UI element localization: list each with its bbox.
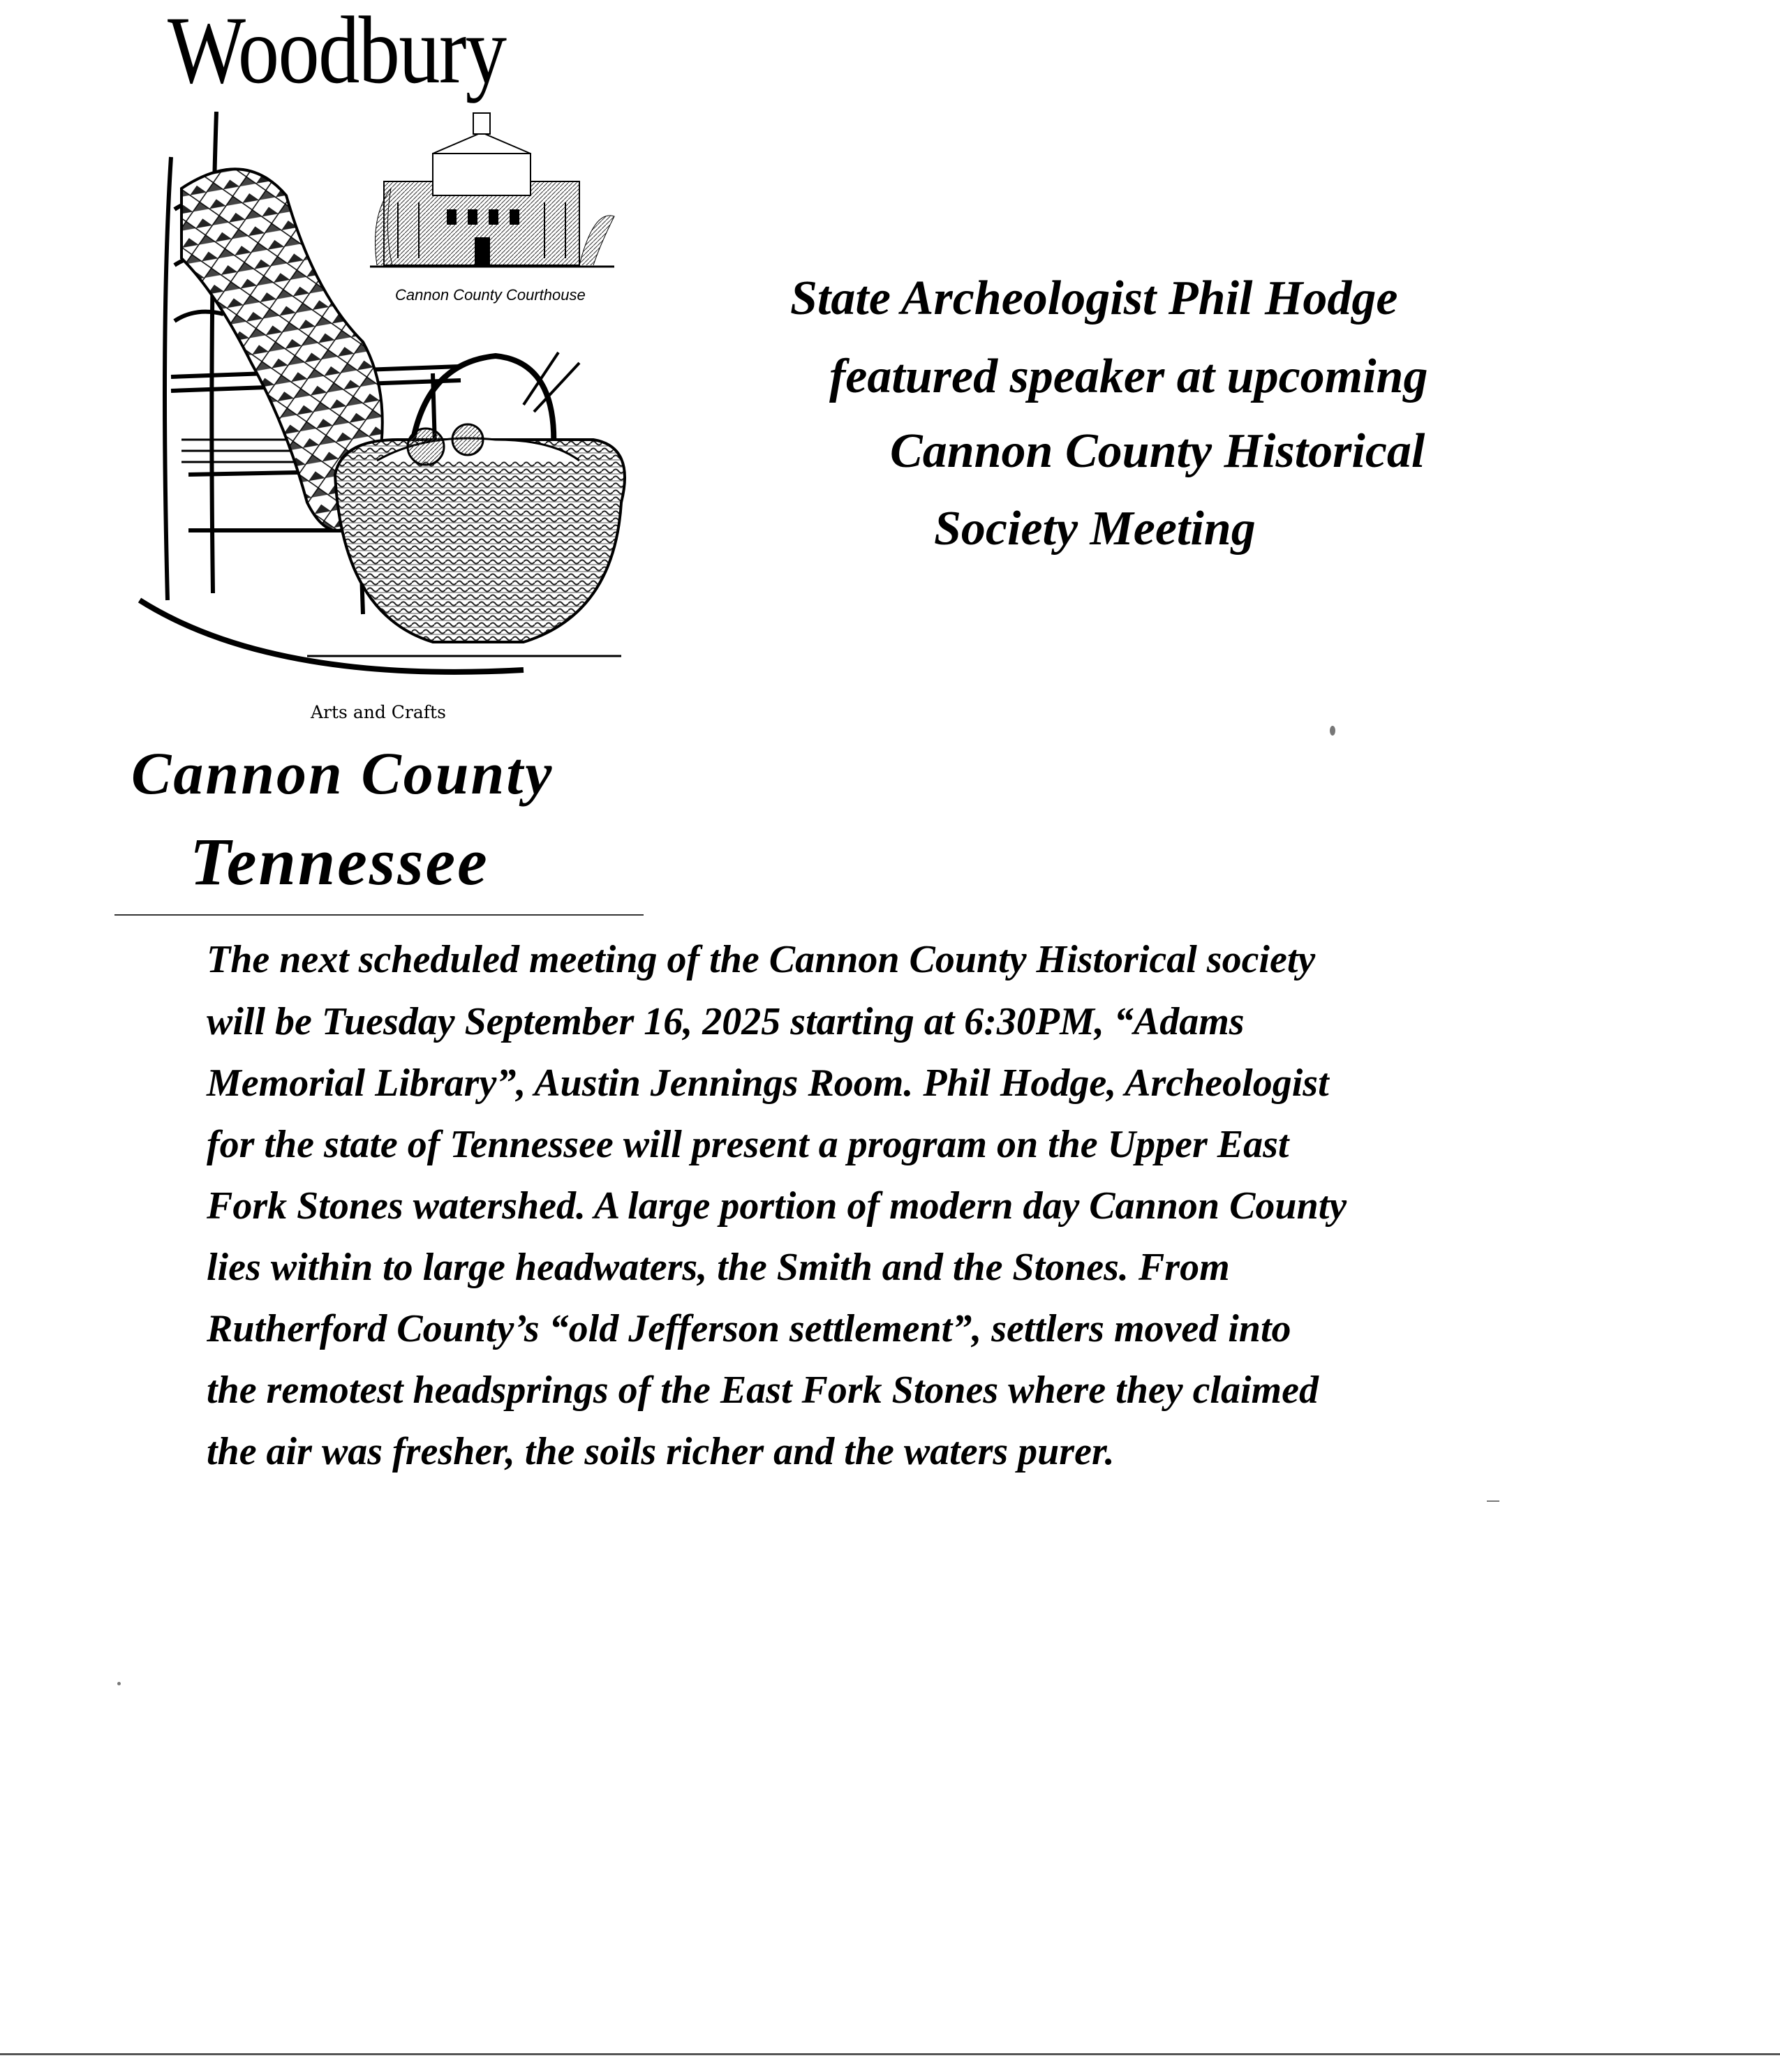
scan-speck xyxy=(1330,726,1335,736)
body-line: Rutherford County’s “old Jefferson settlement”, settlers moved into xyxy=(207,1307,1291,1350)
illustration-caption: Arts and Crafts xyxy=(311,702,446,722)
logo-title: Woodbury xyxy=(168,0,506,103)
headline-line: featured speaker at upcoming xyxy=(829,350,1428,403)
logo-divider xyxy=(114,914,644,916)
body-line: lies within to large headwaters, the Smith and the Stones. From xyxy=(207,1246,1230,1289)
state-name: Tennessee xyxy=(190,824,489,899)
county-name: Cannon County xyxy=(131,740,554,807)
body-line: the air was fresher, the soils richer and the waters purer. xyxy=(207,1430,1115,1473)
body-line: Fork Stones watershed. A large portion of modern day Cannon County xyxy=(207,1184,1347,1228)
body-line: The next scheduled meeting of the Cannon County Historical society xyxy=(207,938,1316,981)
rocking-chair-quilt-basket-illustration xyxy=(133,112,635,712)
courthouse-caption: Cannon County Courthouse xyxy=(395,286,586,304)
headline-line: Cannon County Historical xyxy=(890,424,1425,478)
headline-line: State Archeologist Phil Hodge xyxy=(790,271,1398,325)
scan-speck xyxy=(1487,1500,1499,1502)
headline-line: Society Meeting xyxy=(934,502,1256,556)
body-line: Memorial Library”, Austin Jennings Room. Phil Hodge, Archeologist xyxy=(207,1061,1329,1105)
body-line: the remotest headsprings of the East Fork Stones where they claimed xyxy=(207,1369,1319,1412)
courthouse-drawing xyxy=(370,112,614,267)
scan-edge-line xyxy=(0,2053,1780,2055)
body-line: will be Tuesday September 16, 2025 starting at 6:30PM, “Adams xyxy=(207,1000,1245,1043)
scan-speck xyxy=(117,1682,121,1685)
body-line: for the state of Tennessee will present a program on the Upper East xyxy=(207,1123,1289,1166)
